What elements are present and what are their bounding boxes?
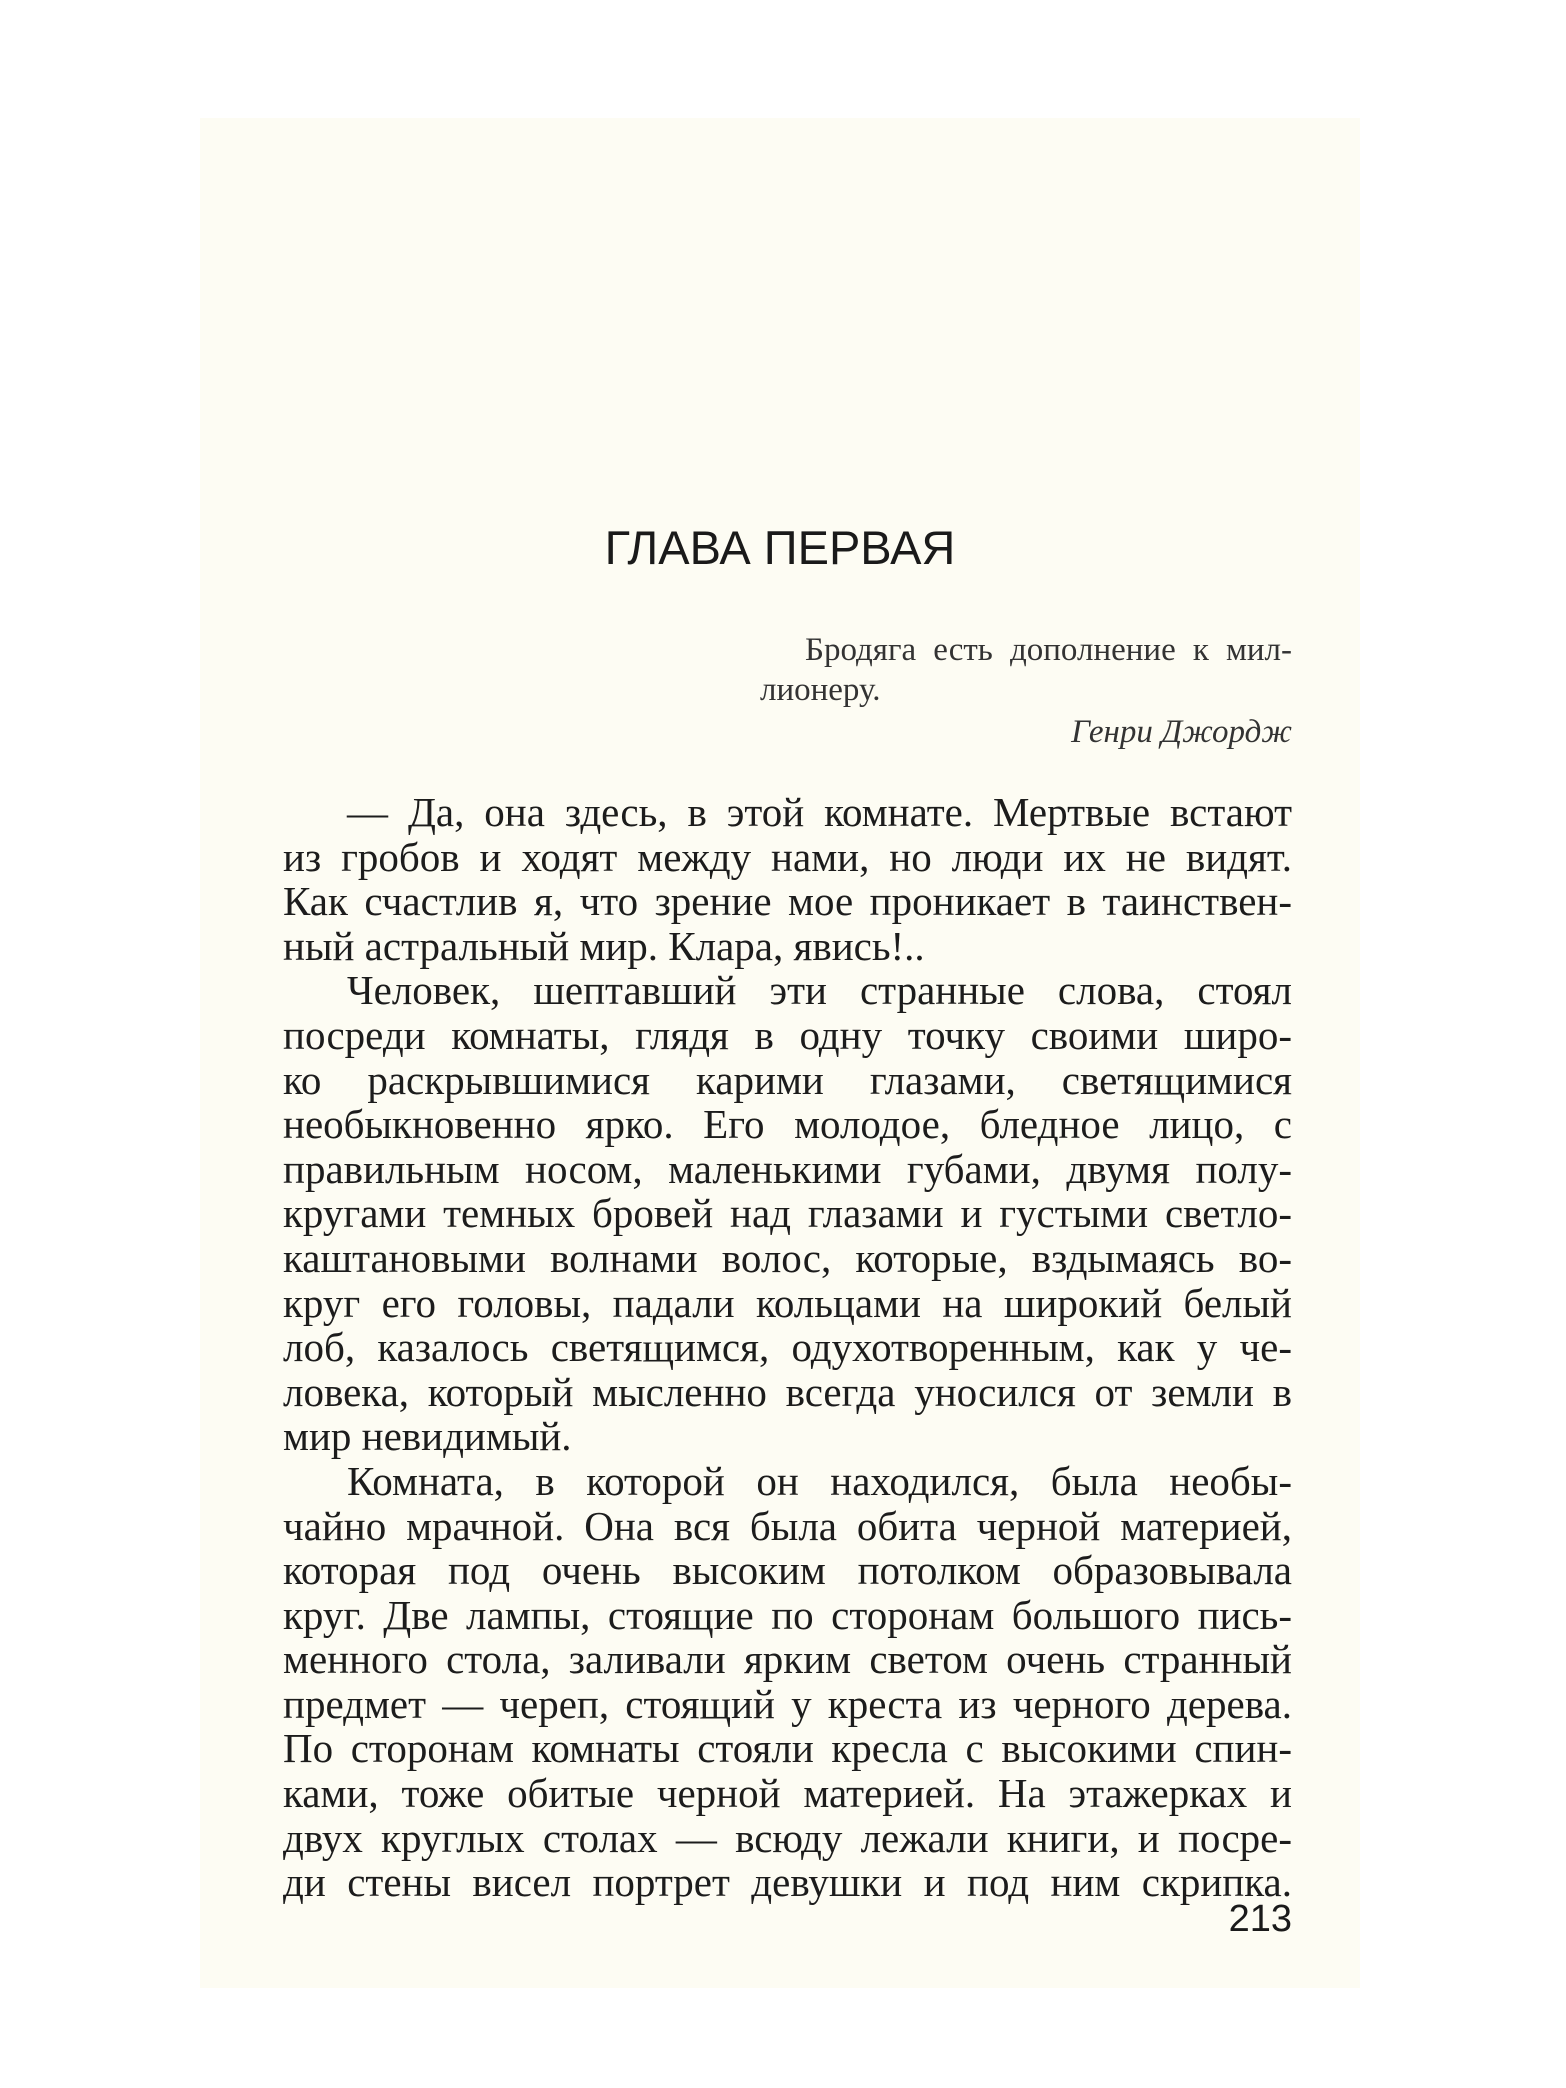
text-line: ками, тоже обитые черной материей. На этажерках и: [283, 1770, 1292, 1817]
text-line: предмет — череп, стоящий у креста из черного дерева.: [283, 1680, 1292, 1727]
body-text: [283, 790, 1292, 1905]
text-line: По сторонам комнаты стояли кресла с высокими спин-: [283, 1725, 1292, 1772]
text-line: кругами темных бровей над глазами и густыми светло-: [283, 1190, 1292, 1237]
text-line: — Да, она здесь, в этой комнате. Мертвые встают: [347, 789, 1292, 835]
text-line: круг. Две лампы, стоящие по сторонам большого пись-: [283, 1591, 1292, 1638]
text-line: чайно мрачной. Она вся была обита черной материей,: [283, 1502, 1292, 1549]
epigraph: [760, 630, 1292, 752]
text-line: круг его головы, падали кольцами на широкий белый: [283, 1279, 1292, 1326]
page-number: 213: [1228, 1898, 1292, 1940]
epigraph-text-line: лионеру.: [760, 672, 881, 708]
text-line: ко раскрывшимися карими глазами, светящимися: [283, 1056, 1292, 1103]
text-line: из гробов и ходят между нами, но люди их не видят.: [283, 833, 1292, 880]
text-line: Человек, шептавший эти странные слова, стоял: [347, 967, 1292, 1014]
epigraph-author: Генри Джордж: [1071, 714, 1292, 750]
epigraph-text-line: Бродяга есть дополнение к мил-: [805, 632, 1292, 668]
text-line: ловека, который мысленно всегда уносился от земли в: [283, 1368, 1292, 1415]
text-line: посреди комнаты, глядя в одну точку своими широ-: [283, 1011, 1292, 1058]
text-line: которая под очень высоким потолком образовывала: [283, 1547, 1292, 1594]
text-line: правильным носом, маленькими губами, двумя полу-: [283, 1145, 1292, 1192]
text-line: ди стены висел портрет девушки и под ним скрипка.: [283, 1859, 1292, 1906]
text-line: каштановыми волнами волос, которые, вздымаясь во-: [283, 1234, 1292, 1281]
text-line: двух круглых столах — всюду лежали книги, и посре-: [283, 1814, 1292, 1861]
text-line: Как счастлив я, что зрение мое проникает в таинствен-: [283, 878, 1292, 925]
text-line: Комната, в которой он находился, была необы-: [347, 1457, 1292, 1504]
chapter-title: ГЛАВА ПЕРВАЯ: [604, 521, 956, 574]
text-line: необыкновенно ярко. Его молодое, бледное лицо, с: [283, 1101, 1292, 1148]
text-line: лоб, казалось светящимся, одухотворенным, как у че-: [283, 1324, 1292, 1371]
text-line: ный астральный мир. Клара, явись!..: [283, 922, 925, 969]
text-line: мир невидимый.: [283, 1413, 572, 1460]
text-line: менного стола, заливали ярким светом очень странный: [283, 1636, 1292, 1683]
